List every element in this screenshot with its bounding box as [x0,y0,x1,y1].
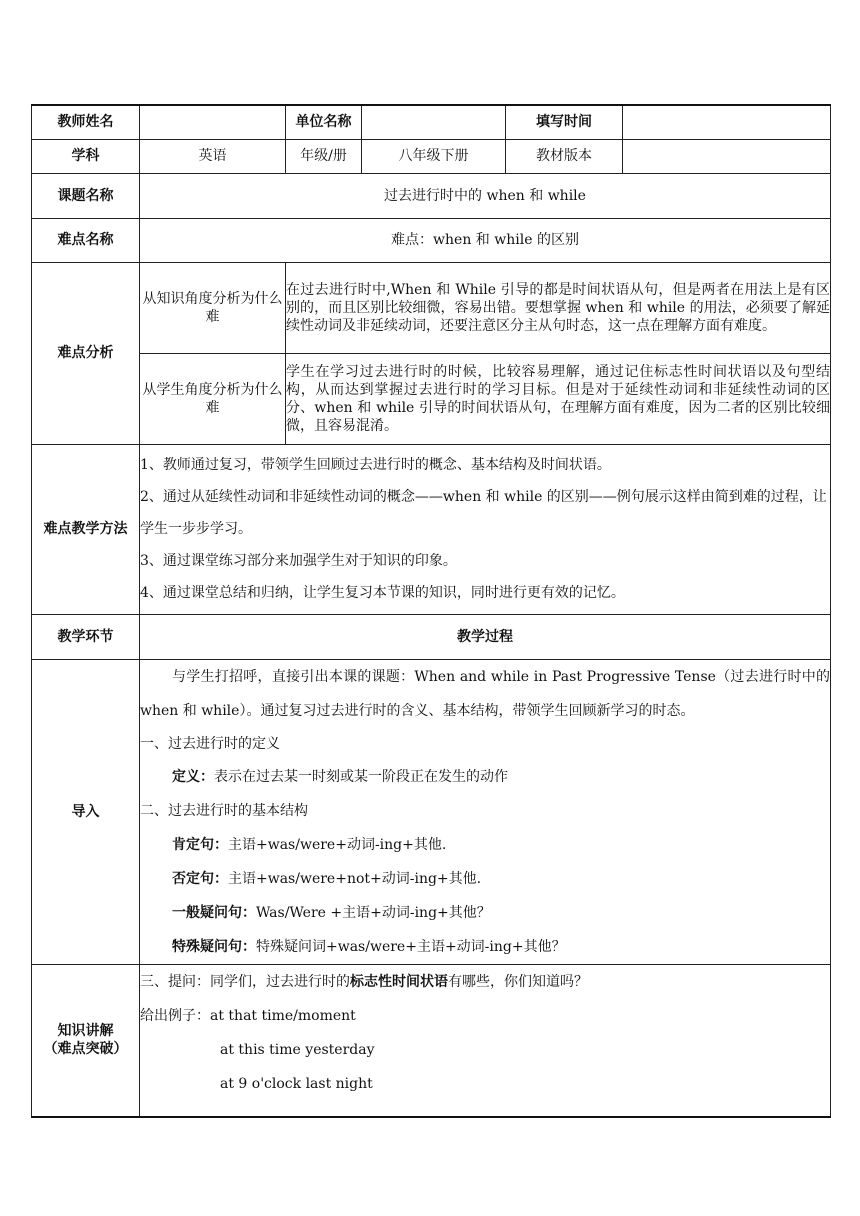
section-title-definition: 一、过去进行时的定义 [140,735,280,752]
question-line [140,965,830,999]
lesson-plan-table [31,104,831,1118]
general-question-line [140,896,830,930]
teacher-name-value [140,105,286,139]
examples-line [140,999,830,1033]
definition-label: 定义： [172,768,214,785]
question-bold: 标志性时间状语 [350,973,448,990]
fill-date-label: 填写时间 [506,105,623,139]
knowledge-content [140,964,831,1117]
subject-label: 学科 [32,139,140,173]
analysis-student-row [32,353,831,444]
unit-name-value [362,105,506,139]
negative-label: 否定句： [172,870,228,887]
student-angle-label: 从学生角度分析为什么难 [140,353,286,444]
topic-label: 课题名称 [32,173,140,218]
intro-paragraph: 与学生打招呼，直接引出本课的课题：When and while in Past Progressive Tense（过去进行时中的 when 和 while）。通过复习过去进行时的含义、基本结构，带领学生回顾新学习的时态。 [140,668,830,719]
negative-text: 主语+was/were+not+动词-ing+其他. [228,870,482,887]
student-angle-text: 学生在学习过去进行时的时候，比较容易理解，通过记住标志性时间状语以及句型结构，从而达到掌握过去进行时的学习目标。但是对于延续性动词和非延续性动词的区分、when 和 while 引导的时间状语从句，在理解方面有难度，因为二者的区别比较细微，且容易混淆。 [286,353,831,444]
grade-value: 八年级下册 [362,139,506,173]
teaching-process-label: 教学过程 [140,614,831,659]
methods-row [32,444,831,614]
knowledge-angle-text: 在过去进行时中,When 和 While 引导的都是时间状语从句，但是两者在用法上是有区别的，而且区别比较细微，容易出错。要想掌握 when 和 while 的用法，必须要了解延续性动词及非延续动词，还要注意区分主从句时态，这一点在理解方面有难度。 [286,262,831,353]
grade-label: 年级/册 [286,139,362,173]
example-item: at that time/moment [210,1007,356,1024]
method-item: 4、通过课堂总结和归纳，让学生复习本节课的知识，同时进行更有效的记忆。 [140,585,625,601]
method-item: 1、教师通过复习，带领学生回顾过去进行时的概念、基本结构及时间状语。 [140,457,611,473]
special-question-line [140,930,830,964]
section-title-structure: 二、过去进行时的基本结构 [140,802,308,819]
knowledge-label-line2: （难点突破） [43,1041,128,1058]
method-item: 3、通过课堂练习部分来加强学生对于知识的印象。 [140,553,457,569]
special-question-label: 特殊疑问句： [172,938,256,955]
method-item: 2、通过从延续性动词和非延续性动词的概念——when 和 while 的区别——例句展示这样由简到难的过程，让学生一步步学习。 [140,489,827,537]
special-question-text: 特殊疑问词+was/were+主语+动词-ing+其他？ [256,938,566,955]
edition-label: 教材版本 [506,139,623,173]
methods-list [140,444,831,614]
knowledge-row [32,964,831,1117]
difficulty-label: 难点名称 [32,218,140,262]
fill-date-value [623,105,831,139]
difficulty-value: 难点：when 和 while 的区别 [140,218,831,262]
examples-label: 给出例子： [140,1007,210,1024]
positive-line [140,828,830,862]
definition-line [140,760,830,794]
intro-content [140,659,831,964]
question-prefix: 三、提问：同学们，过去进行时的 [140,973,350,990]
positive-text: 主语+was/were+动词-ing+其他. [228,836,447,853]
negative-line [140,862,830,896]
process-header-row [32,614,831,659]
edition-value [623,139,831,173]
question-suffix: 有哪些，你们知道吗？ [448,973,588,990]
methods-label: 难点教学方法 [32,444,140,614]
general-question-label: 一般疑问句： [172,904,256,921]
subject-value: 英语 [140,139,286,173]
intro-row [32,659,831,964]
header-row [32,105,831,139]
topic-value: 过去进行时中的 when 和 while [140,173,831,218]
knowledge-label-line1: 知识讲解 [57,1023,114,1040]
example-item: at 9 o'clock last night [220,1075,373,1092]
positive-label: 肯定句： [172,836,228,853]
knowledge-angle-label: 从知识角度分析为什么难 [140,262,286,353]
subject-row [32,139,831,173]
analysis-knowledge-row [32,262,831,353]
unit-name-label: 单位名称 [286,105,362,139]
knowledge-label [32,964,140,1117]
analysis-label: 难点分析 [32,262,140,444]
definition-text: 表示在过去某一时刻或某一阶段正在发生的动作 [214,768,508,785]
teacher-name-label: 教师姓名 [32,105,140,139]
example-item: at this time yesterday [220,1041,375,1058]
topic-row [32,173,831,218]
teaching-stage-label: 教学环节 [32,614,140,659]
intro-label: 导入 [32,659,140,964]
difficulty-row [32,218,831,262]
general-question-text: Was/Were +主语+动词-ing+其他？ [256,904,491,921]
